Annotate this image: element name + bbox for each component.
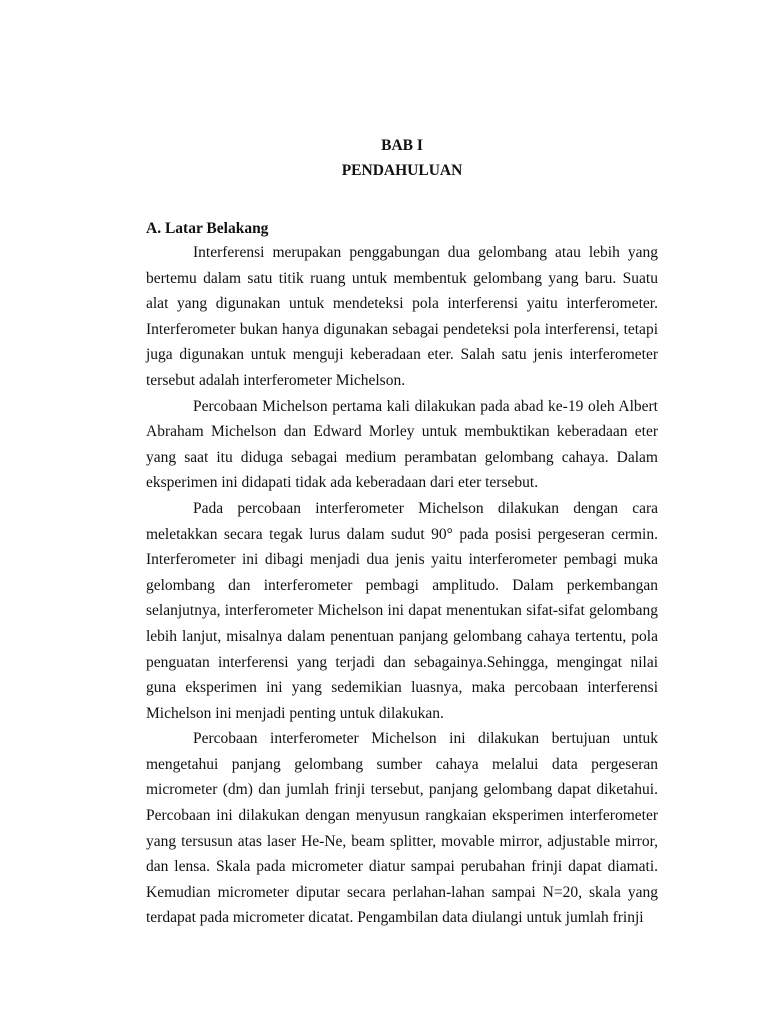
paragraph: Percobaan interferometer Michelson ini dilakukan bertujuan untuk mengetahui panjang gelombang sumber cahaya melalui data pergeseran micrometer (dm) dan jumlah frinji tersebut, panjang gelombang dapat diketahui. Percobaan ini dilakukan dengan menyusun rangkaian eksperimen interferometer yang tersusun atas laser He-Ne, beam splitter, movable mirror, adjustable mirror, dan lensa. Skala pada micrometer diatur sampai perubahan frinji dapat diamati. Kemudian micrometer diputar secara perlahan-lahan sampai N=20, skala yang terdapat pada micrometer dicatat. Pengambilan data diulangi untuk jumlah frinji	[146, 730, 658, 927]
chapter-heading	[146, 133, 658, 183]
chapter-number: BAB I	[381, 137, 423, 154]
chapter-title: PENDAHULUAN	[341, 162, 463, 179]
paragraph: Percobaan Michelson pertama kali dilakukan pada abad ke-19 oleh Albert Abraham Michelson dan Edward Morley untuk membuktikan keberadaan eter yang saat itu diduga sebagai medium perambatan gelombang cahaya. Dalam eksperimen ini didapati tidak ada keberadaan dari eter tersebut.	[146, 397, 658, 492]
paragraph: Pada percobaan interferometer Michelson dilakukan dengan cara meletakkan secara tegak lurus dalam sudut 90° pada posisi pergeseran cermin. Interferometer ini dibagi menjadi dua jenis yaitu interferometer pembagi muka gelombang dan interferometer pembagi amplitudo. Dalam perkembangan selanjutnya, interferometer Michelson ini dapat menentukan sifat-sifat gelombang lebih lanjut, misalnya dalam penentuan panjang gelombang cahaya tertentu, pola penguatan interferensi yang terjadi dan sebagainya.Sehingga, mengingat nilai guna eksperimen ini yang sedemikian luasnya, maka percobaan interferensi Michelson ini menjadi penting untuk dilakukan.	[146, 499, 658, 722]
paragraph: Interferensi merupakan penggabungan dua gelombang atau lebih yang bertemu dalam satu titik ruang untuk membentuk gelombang yang baru. Suatu alat yang digunakan untuk mendeteksi pola interferensi yaitu interferometer. Interferometer bukan hanya digunakan sebagai pendeteksi pola interferensi, tetapi juga digunakan untuk menguji keberadaan eter. Salah satu jenis interferometer tersebut adalah interferometer Michelson.	[146, 244, 658, 389]
section-title: A. Latar Belakang	[146, 220, 269, 237]
body-text	[146, 240, 658, 931]
